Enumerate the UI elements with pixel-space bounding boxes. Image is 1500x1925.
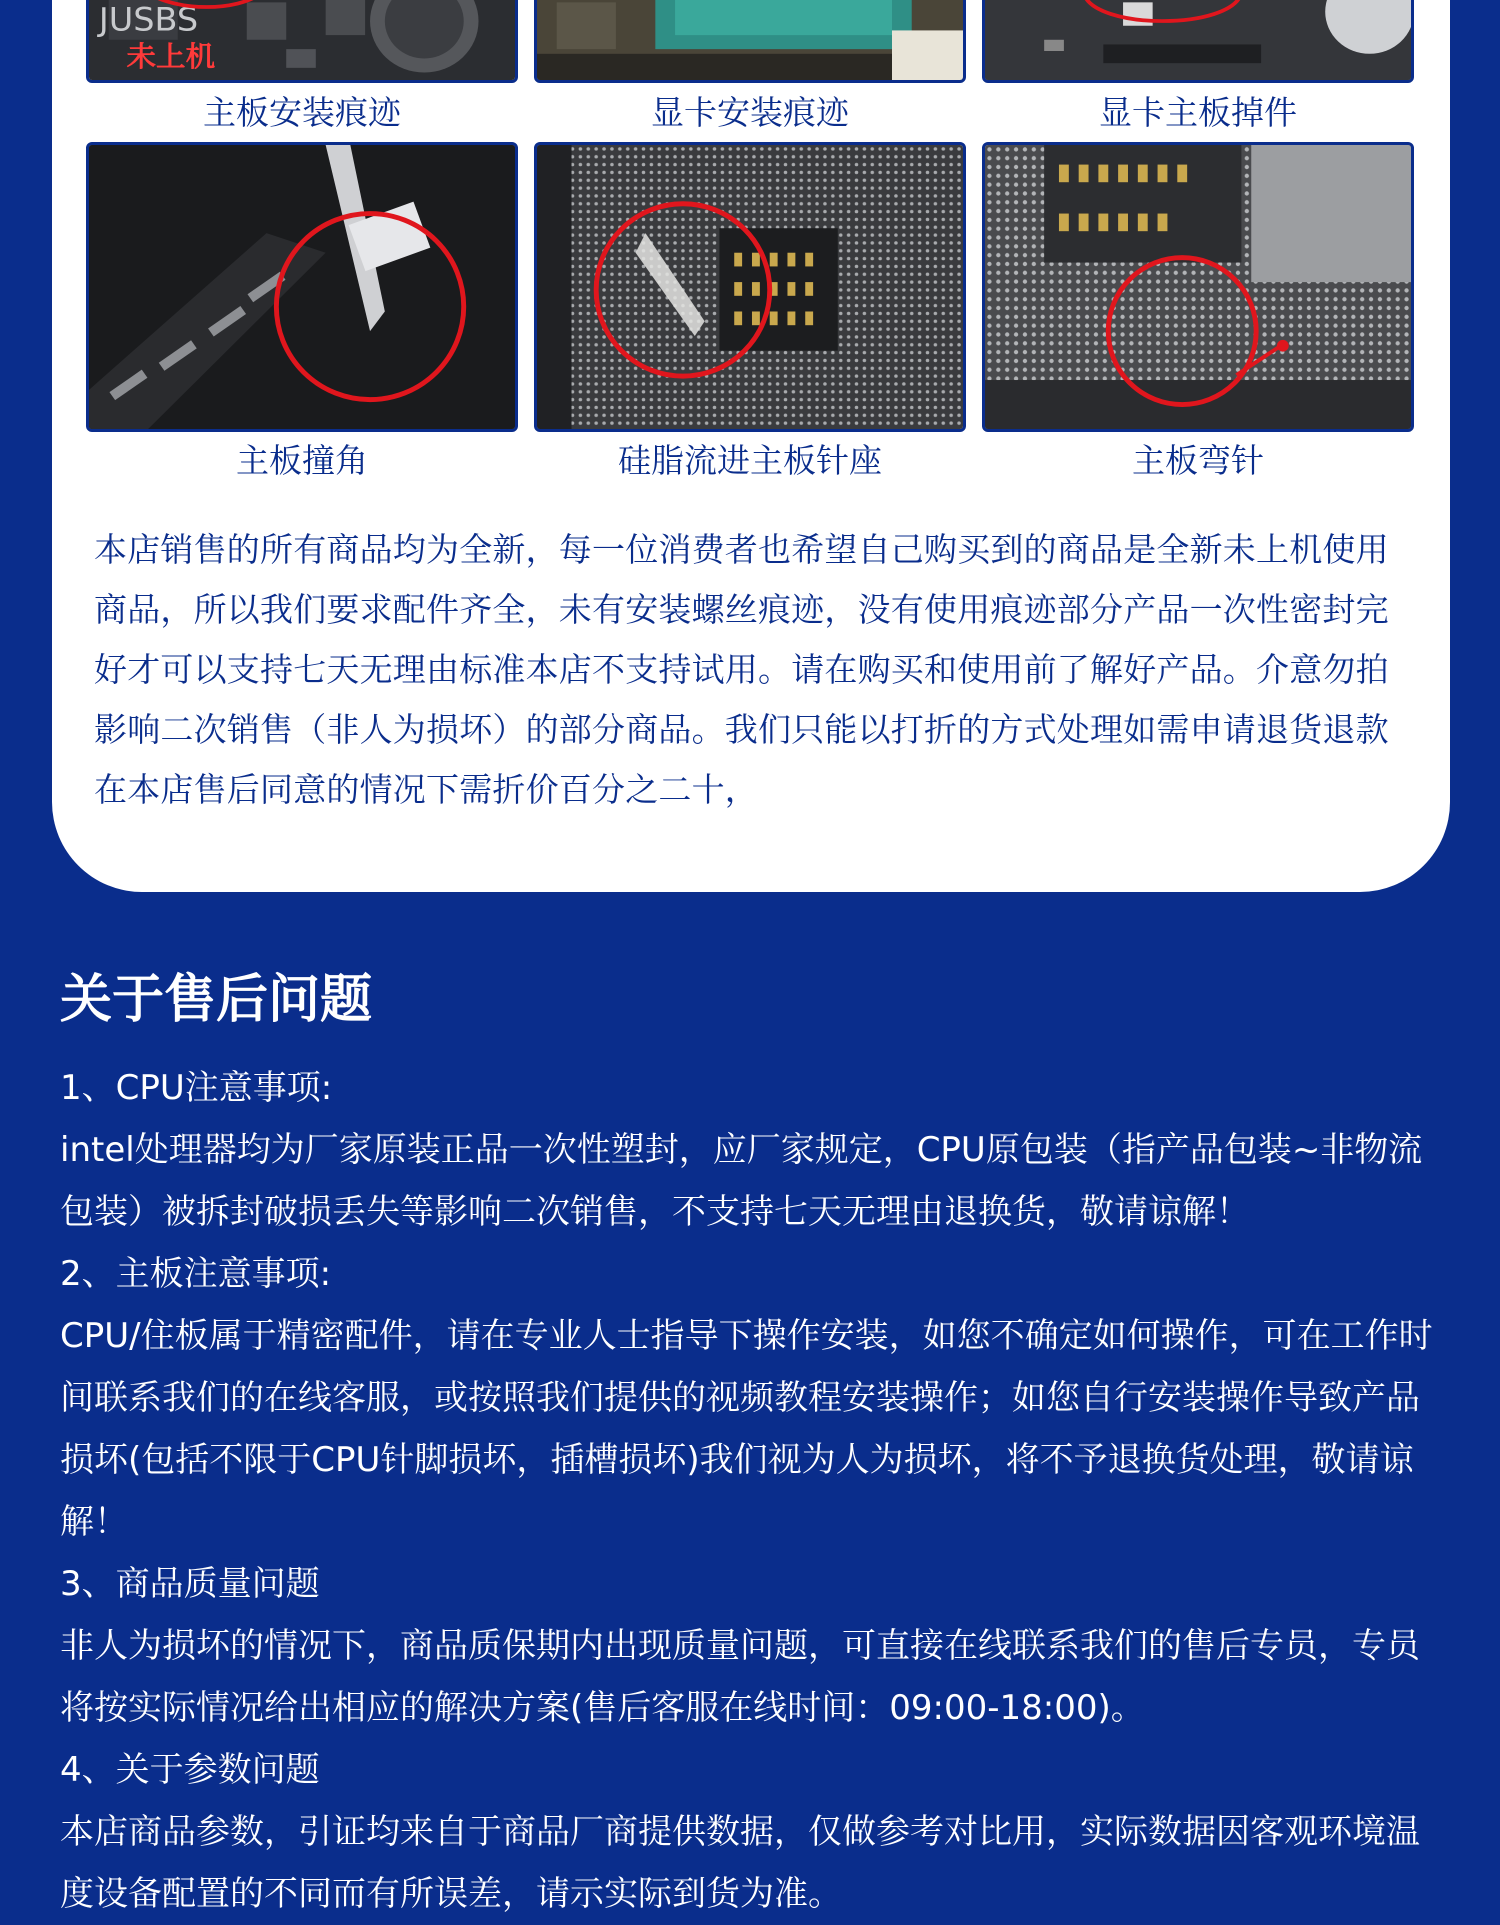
- photo-caption: 主板安装痕迹: [203, 93, 401, 132]
- photo-caption: 显卡安装痕迹: [651, 93, 849, 132]
- aftersale-item-body: 非人为损坏的情况下，商品质保期内出现质量问题，可直接在线联系我们的售后专员，专员将按实际情况给出相应的解决方案(售后客服在线时间：09:00-18:00)。: [60, 1626, 1420, 1728]
- photo-caption: 主板弯针: [1132, 441, 1264, 480]
- photo-gpu-install-marks: [534, 0, 966, 83]
- photo-motherboard-install-marks: [86, 0, 518, 83]
- photo-stamp-text: 未上机: [126, 39, 216, 73]
- photo-caption: 显卡主板掉件: [1099, 93, 1297, 132]
- photo-motherboard-bent-pins: [982, 142, 1414, 432]
- aftersale-title: 关于售后问题: [60, 970, 373, 1030]
- aftersale-item-heading: 2、主板注意事项:: [60, 1254, 332, 1294]
- aftersale-item-heading: 4、关于参数问题: [60, 1750, 320, 1790]
- aftersale-item-body: intel处理器均为厂家原装正品一次性塑封，应厂家规定，CPU原包装（指产品包装~非物流包装）被拆封破损丢失等影响二次销售，不支持七天无理由退换货，敬请谅解！: [60, 1130, 1423, 1232]
- photo-gpu-board-missing-part: [982, 0, 1414, 83]
- photo-thermal-paste-in-socket: [534, 142, 966, 432]
- aftersale-item-heading: 1、CPU注意事项:: [60, 1068, 333, 1108]
- notice-text: 本店销售的所有商品均为全新，每一位消费者也希望自己购买到的商品是全新未上机使用商品，所以我们要求配件齐全，未有安装螺丝痕迹，没有使用痕迹部分产品一次性密封完好才可以支持七天无理由标准本店不支持试用。请在购买和使用前了解好产品。介意勿拍影响二次销售（非人为损坏）的部分商品。我们只能以打折的方式处理如需申请退货退款在本店售后同意的情况下需折价百分之二十，: [94, 530, 1389, 809]
- aftersale-section: [60, 965, 1450, 1925]
- photo-caption: 主板撞角: [236, 441, 368, 480]
- aftersale-item-body: 本店商品参数，引证均来自于商品厂商提供数据，仅做参考对比用，实际数据因客观环境温度设备配置的不同而有所误差，请示实际到货为准。: [60, 1812, 1420, 1914]
- aftersale-item-body: CPU/住板属于精密配件，请在专业人士指导下操作安装，如您不确定如何操作，可在工作时间联系我们的在线客服，或按照我们提供的视频教程安装操作；如您自行安装操作导致产品损坏(包括不限于CPU针脚损坏，插槽损坏)我们视为人为损坏，将不予退换货处理，敬请谅解！: [60, 1316, 1433, 1542]
- photo-caption: 硅脂流进主板针座: [618, 441, 882, 480]
- photo-motherboard-corner-damage: [86, 142, 518, 432]
- aftersale-item-heading: 3、商品质量问题: [60, 1564, 320, 1604]
- svg-text:JUSBS: JUSBS: [98, 1, 199, 39]
